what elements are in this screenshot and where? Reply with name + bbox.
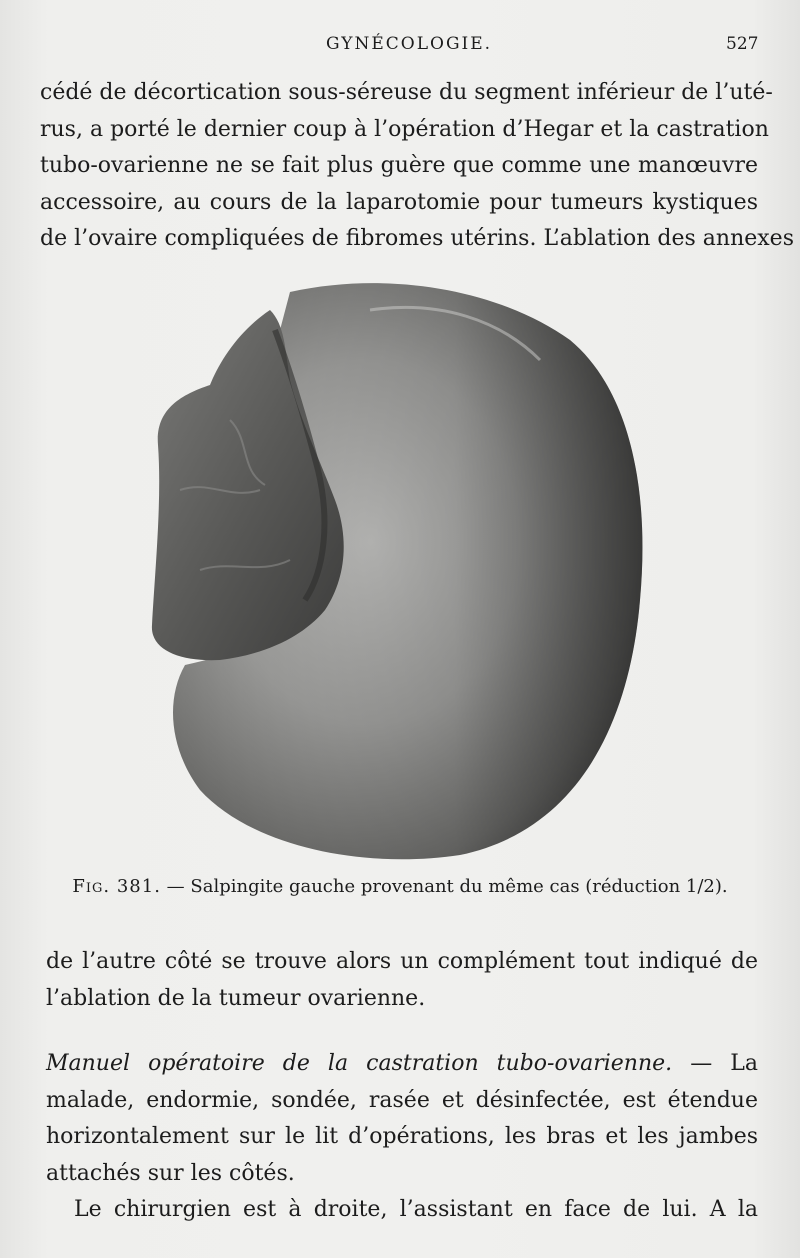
section-heading-tail: — La (690, 1051, 759, 1076)
text-line: malade, endormie, sondée, rasée et désinfectée, est étendue (46, 1087, 758, 1113)
paragraph-mid (46, 944, 758, 1017)
text-line: tubo-ovarienne ne se fait plus guère que comme une manœuvre (40, 153, 758, 178)
paragraph-top (40, 75, 794, 258)
figure-caption-text: — Salpingite gauche provenant du même cas (réduction 1/2). (166, 876, 728, 897)
section-heading: Manuel opératoire de la castration tubo-ovarienne. (46, 1051, 673, 1076)
figure-caption (0, 876, 800, 897)
text-line: cédé de décortication sous-séreuse du segment inférieur de l’uté- (40, 80, 773, 105)
text-line: rus, a porté le dernier coup à l’opération d’Hegar et la castration (40, 116, 769, 142)
specimen-photograph (140, 270, 660, 870)
section-operative-manual (46, 1046, 758, 1229)
text-line: accessoire, au cours de la laparotomie pour tumeurs kystiques (40, 189, 758, 215)
figure-label: Fig. 381. (72, 876, 161, 897)
running-title: GYNÉCOLOGIE. (326, 34, 493, 54)
text-line: horizontalement sur le lit d’opérations, les bras et les jambes (46, 1124, 758, 1149)
text-line: de l’autre côté se trouve alors un complément tout indiqué de (46, 949, 758, 974)
text-line: Le chirurgien est à droite, l’assistant en face de lui. A la (74, 1197, 758, 1222)
running-head (0, 34, 800, 58)
text-line: attachés sur les côtés. (46, 1160, 295, 1186)
text-line (46, 1046, 758, 1083)
text-line: de l’ovaire compliquées de fibromes utérins. L’ablation des annexes (40, 226, 794, 251)
page-number: 527 (726, 34, 759, 54)
text-line: l’ablation de la tumeur ovarienne. (46, 985, 426, 1011)
